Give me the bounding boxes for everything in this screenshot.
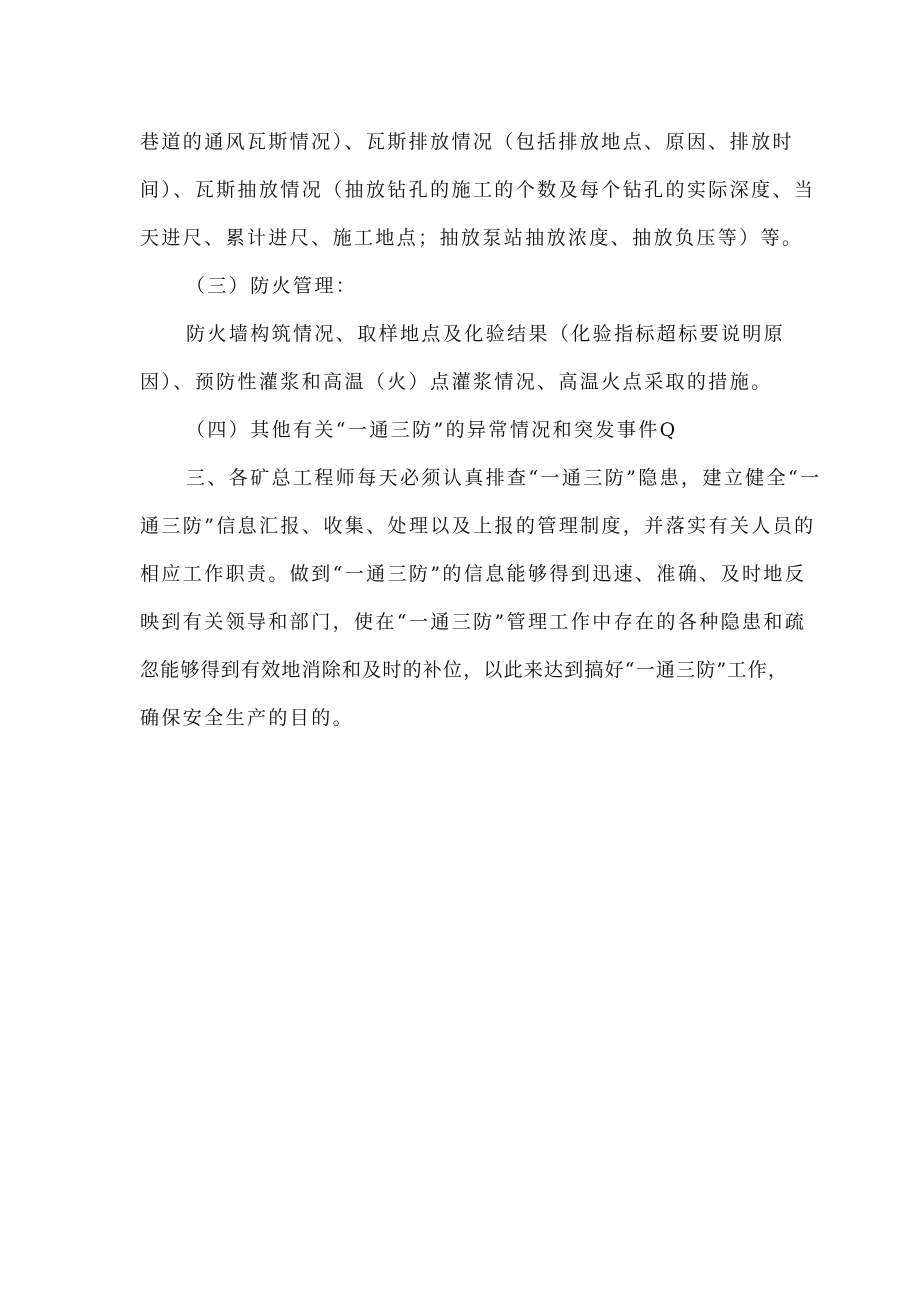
text-line: 因）、预防性灌浆和高温（火）点灌浆情况、高温火点采取的措施。 [140,371,773,393]
text-line: 忽能够得到有效地消除和及时的补位，以此来达到搞好“一通三防”工作， [140,659,789,681]
text-line: 确保安全生产的目的。 [140,707,355,729]
text-line: 三、各矿总工程师每天必须认真排查“一通三防”隐患，建立健全“一 [186,467,822,489]
section-heading: （四）其他有关“一通三防”的异常情况和突发事件Q [186,419,678,441]
text-line: 巷道的通风瓦斯情况）、瓦斯排放情况（包括排放地点、原因、排放时 [140,131,794,153]
section-heading: （三）防火管理： [186,275,358,297]
text-line: 通三防”信息汇报、收集、处理以及上报的管理制度，并落实有关人员的 [140,515,816,537]
text-line: 相应工作职责。做到“一通三防”的信息能够得到迅速、准确、及时地反 [140,563,807,585]
text-line: 间）、瓦斯抽放情况（抽放钻孔的施工的个数及每个钻孔的实际深度、当 [140,179,816,201]
text-line: 防火墙构筑情况、取样地点及化验结果（化验指标超标要说明原 [186,323,786,345]
text-line: 天进尺、累计进尺、施工地点；抽放泵站抽放浓度、抽放负压等）等。 [140,227,804,249]
text-line: 映到有关领导和部门，使在“一通三防”管理工作中存在的各种隐患和疏 [140,611,807,633]
